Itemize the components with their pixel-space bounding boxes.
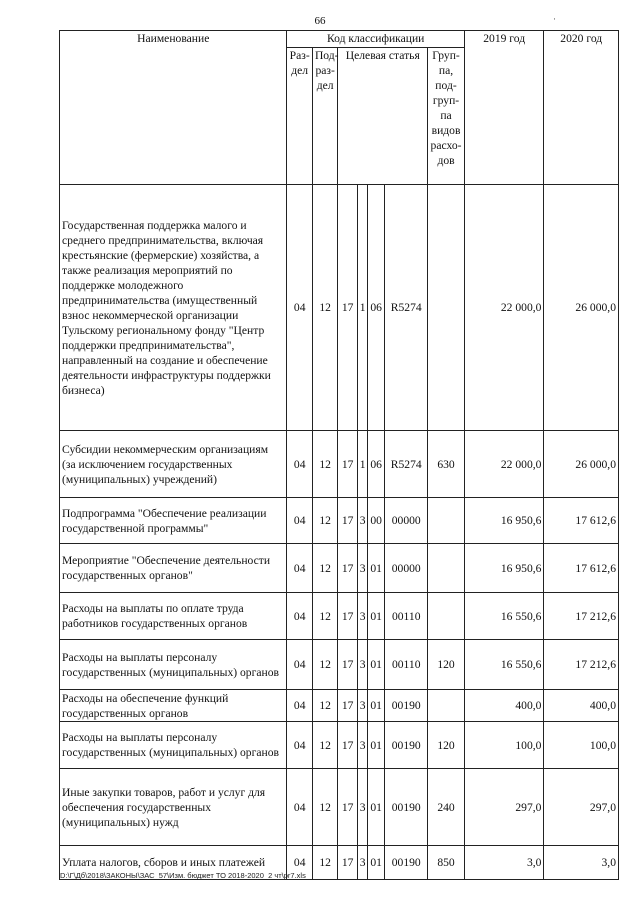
row-target-direction: 00190 <box>385 846 428 880</box>
row-target-subprogram: 3 <box>357 498 367 544</box>
table-row <box>60 185 619 431</box>
row-target-event: 06 <box>367 431 384 498</box>
table-row <box>60 498 619 544</box>
row-target-subprogram: 3 <box>357 769 367 846</box>
header-year-2019: 2019 год <box>464 31 544 185</box>
header-year-2020: 2020 год <box>544 31 619 185</box>
row-target-direction: R5274 <box>385 431 428 498</box>
table-row <box>60 544 619 593</box>
row-name: Субсидии некоммерческим организациям (за исключением государственных (муниципальных) учреждений) <box>60 431 287 498</box>
row-amount-2020: 17 612,6 <box>544 498 619 544</box>
table-row <box>60 431 619 498</box>
row-amount-2020: 26 000,0 <box>544 185 619 431</box>
row-amount-2019: 22 000,0 <box>464 431 544 498</box>
row-amount-2020: 297,0 <box>544 769 619 846</box>
row-amount-2019: 16 950,6 <box>464 544 544 593</box>
row-target-event: 01 <box>367 690 384 722</box>
table-row <box>60 769 619 846</box>
row-target-event: 06 <box>367 185 384 431</box>
row-amount-2019: 100,0 <box>464 722 544 769</box>
row-name: Расходы на выплаты персоналу государственных (муниципальных) органов <box>60 640 287 690</box>
row-target-direction: 00000 <box>385 498 428 544</box>
row-section: 04 <box>287 593 312 640</box>
header-section <box>287 48 312 185</box>
table-row <box>60 690 619 722</box>
row-target-direction: 00110 <box>385 640 428 690</box>
row-subsection: 12 <box>312 690 337 722</box>
row-section: 04 <box>287 769 312 846</box>
header-section-text: Раз- дел <box>289 49 310 77</box>
row-amount-2019: 3,0 <box>464 846 544 880</box>
row-name: Расходы на обеспечение функций государственных органов <box>60 690 287 722</box>
row-target-subprogram: 1 <box>357 431 367 498</box>
row-name: Расходы на выплаты по оплате труда работников государственных органов <box>60 593 287 640</box>
header-row <box>60 31 619 48</box>
row-target-program: 17 <box>338 593 357 640</box>
row-amount-2019: 16 950,6 <box>464 498 544 544</box>
row-target-program: 17 <box>338 431 357 498</box>
row-section: 04 <box>287 498 312 544</box>
row-amount-2020: 100,0 <box>544 722 619 769</box>
row-section: 04 <box>287 544 312 593</box>
row-target-event: 01 <box>367 593 384 640</box>
row-target-event: 01 <box>367 769 384 846</box>
row-target-subprogram: 3 <box>357 722 367 769</box>
row-target-subprogram: 3 <box>357 593 367 640</box>
header-classification-code: Код классификации <box>287 31 464 48</box>
header-target-article: Целевая статья <box>338 48 428 185</box>
header-name: Наименование <box>60 31 287 185</box>
row-target-direction: 00190 <box>385 690 428 722</box>
row-amount-2020: 17 212,6 <box>544 593 619 640</box>
row-target-event: 01 <box>367 846 384 880</box>
row-target-program: 17 <box>338 544 357 593</box>
row-section: 04 <box>287 640 312 690</box>
row-amount-2019: 297,0 <box>464 769 544 846</box>
row-target-event: 00 <box>367 498 384 544</box>
row-target-program: 17 <box>338 846 357 880</box>
row-target-program: 17 <box>338 185 357 431</box>
table-row <box>60 593 619 640</box>
row-subsection: 12 <box>312 185 337 431</box>
row-subsection: 12 <box>312 431 337 498</box>
row-amount-2019: 400,0 <box>464 690 544 722</box>
row-target-direction: 00190 <box>385 722 428 769</box>
row-section: 04 <box>287 431 312 498</box>
row-target-direction: 00110 <box>385 593 428 640</box>
header-subsection-text: Под- раз- дел <box>314 49 339 92</box>
row-target-subprogram: 3 <box>357 544 367 593</box>
row-target-subprogram: 3 <box>357 846 367 880</box>
row-name: Иные закупки товаров, работ и услуг для обеспечения государственных (муниципальных) нужд <box>60 769 287 846</box>
row-amount-2020: 3,0 <box>544 846 619 880</box>
row-amount-2020: 26 000,0 <box>544 431 619 498</box>
row-subsection: 12 <box>312 498 337 544</box>
header-subsection <box>312 48 337 185</box>
row-target-program: 17 <box>338 690 357 722</box>
row-expense-group: 850 <box>428 846 465 880</box>
table-row <box>60 640 619 690</box>
page-number: 66 <box>314 15 326 27</box>
row-target-direction: 00190 <box>385 769 428 846</box>
row-expense-group: 630 <box>428 431 465 498</box>
row-subsection: 12 <box>312 593 337 640</box>
row-target-event: 01 <box>367 544 384 593</box>
row-amount-2019: 16 550,6 <box>464 593 544 640</box>
budget-table <box>59 30 619 880</box>
row-amount-2020: 17 612,6 <box>544 544 619 593</box>
scan-dot-mark: · <box>553 14 556 24</box>
row-section: 04 <box>287 846 312 880</box>
row-expense-group <box>428 544 465 593</box>
row-section: 04 <box>287 185 312 431</box>
row-expense-group: 120 <box>428 640 465 690</box>
row-expense-group <box>428 498 465 544</box>
row-expense-group: 120 <box>428 722 465 769</box>
header-expense-group-text: Груп- па, под- груп- па видов расхо- дов <box>430 49 462 167</box>
table-row <box>60 722 619 769</box>
row-name: Подпрограмма "Обеспечение реализации государственной программы" <box>60 498 287 544</box>
row-target-program: 17 <box>338 498 357 544</box>
row-expense-group <box>428 185 465 431</box>
row-section: 04 <box>287 722 312 769</box>
row-target-direction: R5274 <box>385 185 428 431</box>
row-amount-2019: 22 000,0 <box>464 185 544 431</box>
row-name: Уплата налогов, сборов и иных платежей <box>60 846 287 880</box>
row-amount-2020: 17 212,6 <box>544 640 619 690</box>
row-expense-group <box>428 593 465 640</box>
row-target-event: 01 <box>367 640 384 690</box>
row-name: Расходы на выплаты персоналу государственных (муниципальных) органов <box>60 722 287 769</box>
row-subsection: 12 <box>312 544 337 593</box>
header-expense-group <box>428 48 465 185</box>
row-amount-2020: 400,0 <box>544 690 619 722</box>
row-subsection: 12 <box>312 846 337 880</box>
row-target-direction: 00000 <box>385 544 428 593</box>
row-section: 04 <box>287 690 312 722</box>
row-target-program: 17 <box>338 769 357 846</box>
row-target-program: 17 <box>338 722 357 769</box>
row-subsection: 12 <box>312 769 337 846</box>
row-target-event: 01 <box>367 722 384 769</box>
row-subsection: 12 <box>312 722 337 769</box>
row-expense-group <box>428 690 465 722</box>
row-target-program: 17 <box>338 640 357 690</box>
row-name: Государственная поддержка малого и среднего предпринимательства, включая крестьянские (фермерские) хозяйства, а также реализация мероприятий по поддержке молодежного предпринимательства (имущественный взнос некоммерческой организации Тульскому региональному фонду "Центр поддержки предпринимательства", направленный на создание и обеспечение деятельности инфраструктуры поддержки бизнеса) <box>60 185 287 431</box>
file-path-footer: D:\Г\Дб\2018\ЗАКОНЫ\ЗАС_57\Изм. бюджет ТО 2018-2020_2 чт\pr7.xls <box>60 871 306 880</box>
row-expense-group: 240 <box>428 769 465 846</box>
row-name: Мероприятие "Обеспечение деятельности государственных органов" <box>60 544 287 593</box>
row-target-subprogram: 1 <box>357 185 367 431</box>
row-subsection: 12 <box>312 640 337 690</box>
row-target-subprogram: 3 <box>357 640 367 690</box>
row-target-subprogram: 3 <box>357 690 367 722</box>
row-amount-2019: 16 550,6 <box>464 640 544 690</box>
table-body <box>60 185 619 880</box>
